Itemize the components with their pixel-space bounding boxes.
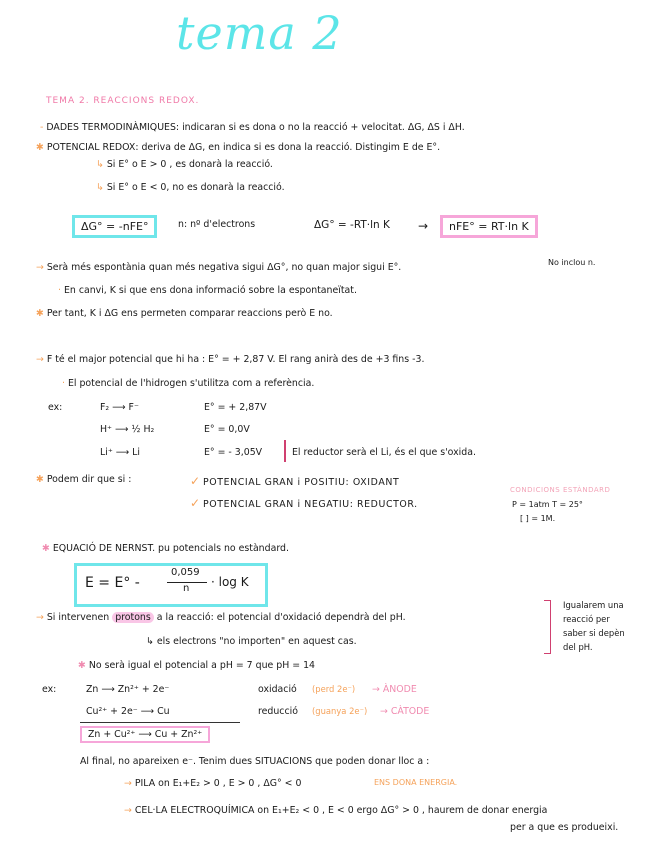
checklist-item: ✓ POTENCIAL GRAN i POSITIU: OXIDANT [190, 474, 400, 488]
note-line: ✱ Podem dir que si : [36, 474, 132, 485]
note-line: → CEL·LA ELECTROQUÍMICA on E₁+E₂ < 0 , E < 0 ergo ΔG° > 0 , haurem de donar energia [124, 805, 548, 816]
side-note: No inclou n. [548, 258, 596, 267]
standard-conditions: P = 1atm T = 25° [512, 500, 583, 509]
reaction: H⁺ ⟶ ½ H₂ [100, 424, 155, 435]
example-label: ex: [48, 402, 63, 413]
standard-conditions-title: CONDICIONS ESTÀNDARD [510, 486, 611, 494]
note-line: ✱ No serà igual el potencial a pH = 7 que pH = 14 [78, 660, 316, 671]
equation-box-nernst-k: nFE° = RT·ln K [440, 215, 538, 238]
note-highlight: ENS DONA ENERGIA. [374, 778, 458, 787]
page-title: tema 2 [176, 6, 343, 60]
equation: ΔG° = -RT·ln K [314, 219, 390, 231]
note-line: → Serà més espontània quan més negativa sigui ΔG°, no quan major sigui E°. [36, 262, 402, 273]
note-line: per a que es produeixi. [510, 822, 619, 833]
note-line: ✱ EQUACIÓ DE NERNST. pu potencials no estàndard. [42, 543, 289, 554]
note-line: · El potencial de l'hidrogen s'utilitza com a referència. [62, 378, 315, 389]
standard-conditions: [ ] = 1M. [520, 514, 556, 523]
check-icon: ✓ [190, 474, 201, 488]
note-line: → F té el major potencial que hi ha : E° = + 2,87 V. El rang anirà des de +3 fins -3. [36, 354, 425, 365]
electrode-label: → CÀTODE [380, 706, 430, 717]
potential: E° = + 2,87V [204, 402, 267, 413]
note-line: → Si intervenen protons a la reacció: el potencial d'oxidació dependrà del pH. [36, 612, 406, 623]
note-line: Al final, no apareixen e⁻. Tenim dues SITUACIONS que poden donar lloc a : [80, 756, 430, 767]
bracket [544, 600, 551, 654]
note-subline: ↳ els electrons "no importen" en aquest cas. [146, 636, 357, 647]
subtitle: TEMA 2. REACCIONS REDOX. [46, 96, 200, 106]
highlight: protons [112, 612, 154, 623]
note-line: ✱ POTENCIAL REDOX: deriva de ΔG, en indica si es dona la reacció. Distingim E de E°. [36, 142, 441, 153]
arrow-icon: → [418, 219, 429, 233]
note-line: - DADES TERMODINÀMIQUES: indicaran si es dona o no la reacció + velocitat. ΔG, ΔS i ΔH. [40, 122, 465, 133]
reaction-note: (guanya 2e⁻) [312, 706, 368, 716]
reaction: F₂ ⟶ F⁻ [100, 402, 139, 413]
equation-box-gibbs: ΔG° = -nFE° [72, 215, 157, 238]
side-note: Igualarem una reacció per saber si depèn del pH. [563, 600, 625, 652]
reaction-note: (perd 2e⁻) [312, 684, 356, 694]
note-line: · En canvi, K si que ens dona informació sobre la espontaneïtat. [58, 285, 357, 296]
highlight-bar [284, 440, 286, 462]
reaction-type: oxidació [258, 684, 297, 695]
divider [80, 722, 240, 723]
check-icon: ✓ [190, 496, 201, 510]
potential: E° = - 3,05V [204, 447, 263, 458]
checklist-item: ✓ POTENCIAL GRAN i NEGATIU: REDUCTOR. [190, 496, 418, 510]
reaction-type: reducció [258, 706, 298, 717]
example-label: ex: [42, 684, 57, 695]
electrode-label: → ÀNODE [372, 684, 417, 695]
nernst-equation-box: E = E° - 0,059 n · log K [74, 563, 268, 607]
total-reaction: Zn + Cu²⁺ ⟶ Cu + Zn²⁺ [80, 726, 210, 743]
note-line: → PILA on E₁+E₂ > 0 , E > 0 , ΔG° < 0 [124, 778, 302, 789]
potential: E° = 0,0V [204, 424, 250, 435]
note-line: El reductor serà el Li, és el que s'oxida. [292, 447, 476, 458]
reaction: Cu²⁺ + 2e⁻ ⟶ Cu [86, 706, 170, 717]
note-subline: ↳ Si E° o E > 0 , es donarà la reacció. [96, 159, 273, 170]
reaction: Li⁺ ⟶ Li [100, 447, 141, 458]
equation-note: n: nº d'electrons [178, 219, 256, 230]
note-subline: ↳ Si E° o E < 0, no es donarà la reacció. [96, 182, 285, 193]
note-line: ✱ Per tant, K i ΔG ens permeten comparar reaccions però E no. [36, 308, 333, 319]
reaction: Zn ⟶ Zn²⁺ + 2e⁻ [86, 684, 170, 695]
